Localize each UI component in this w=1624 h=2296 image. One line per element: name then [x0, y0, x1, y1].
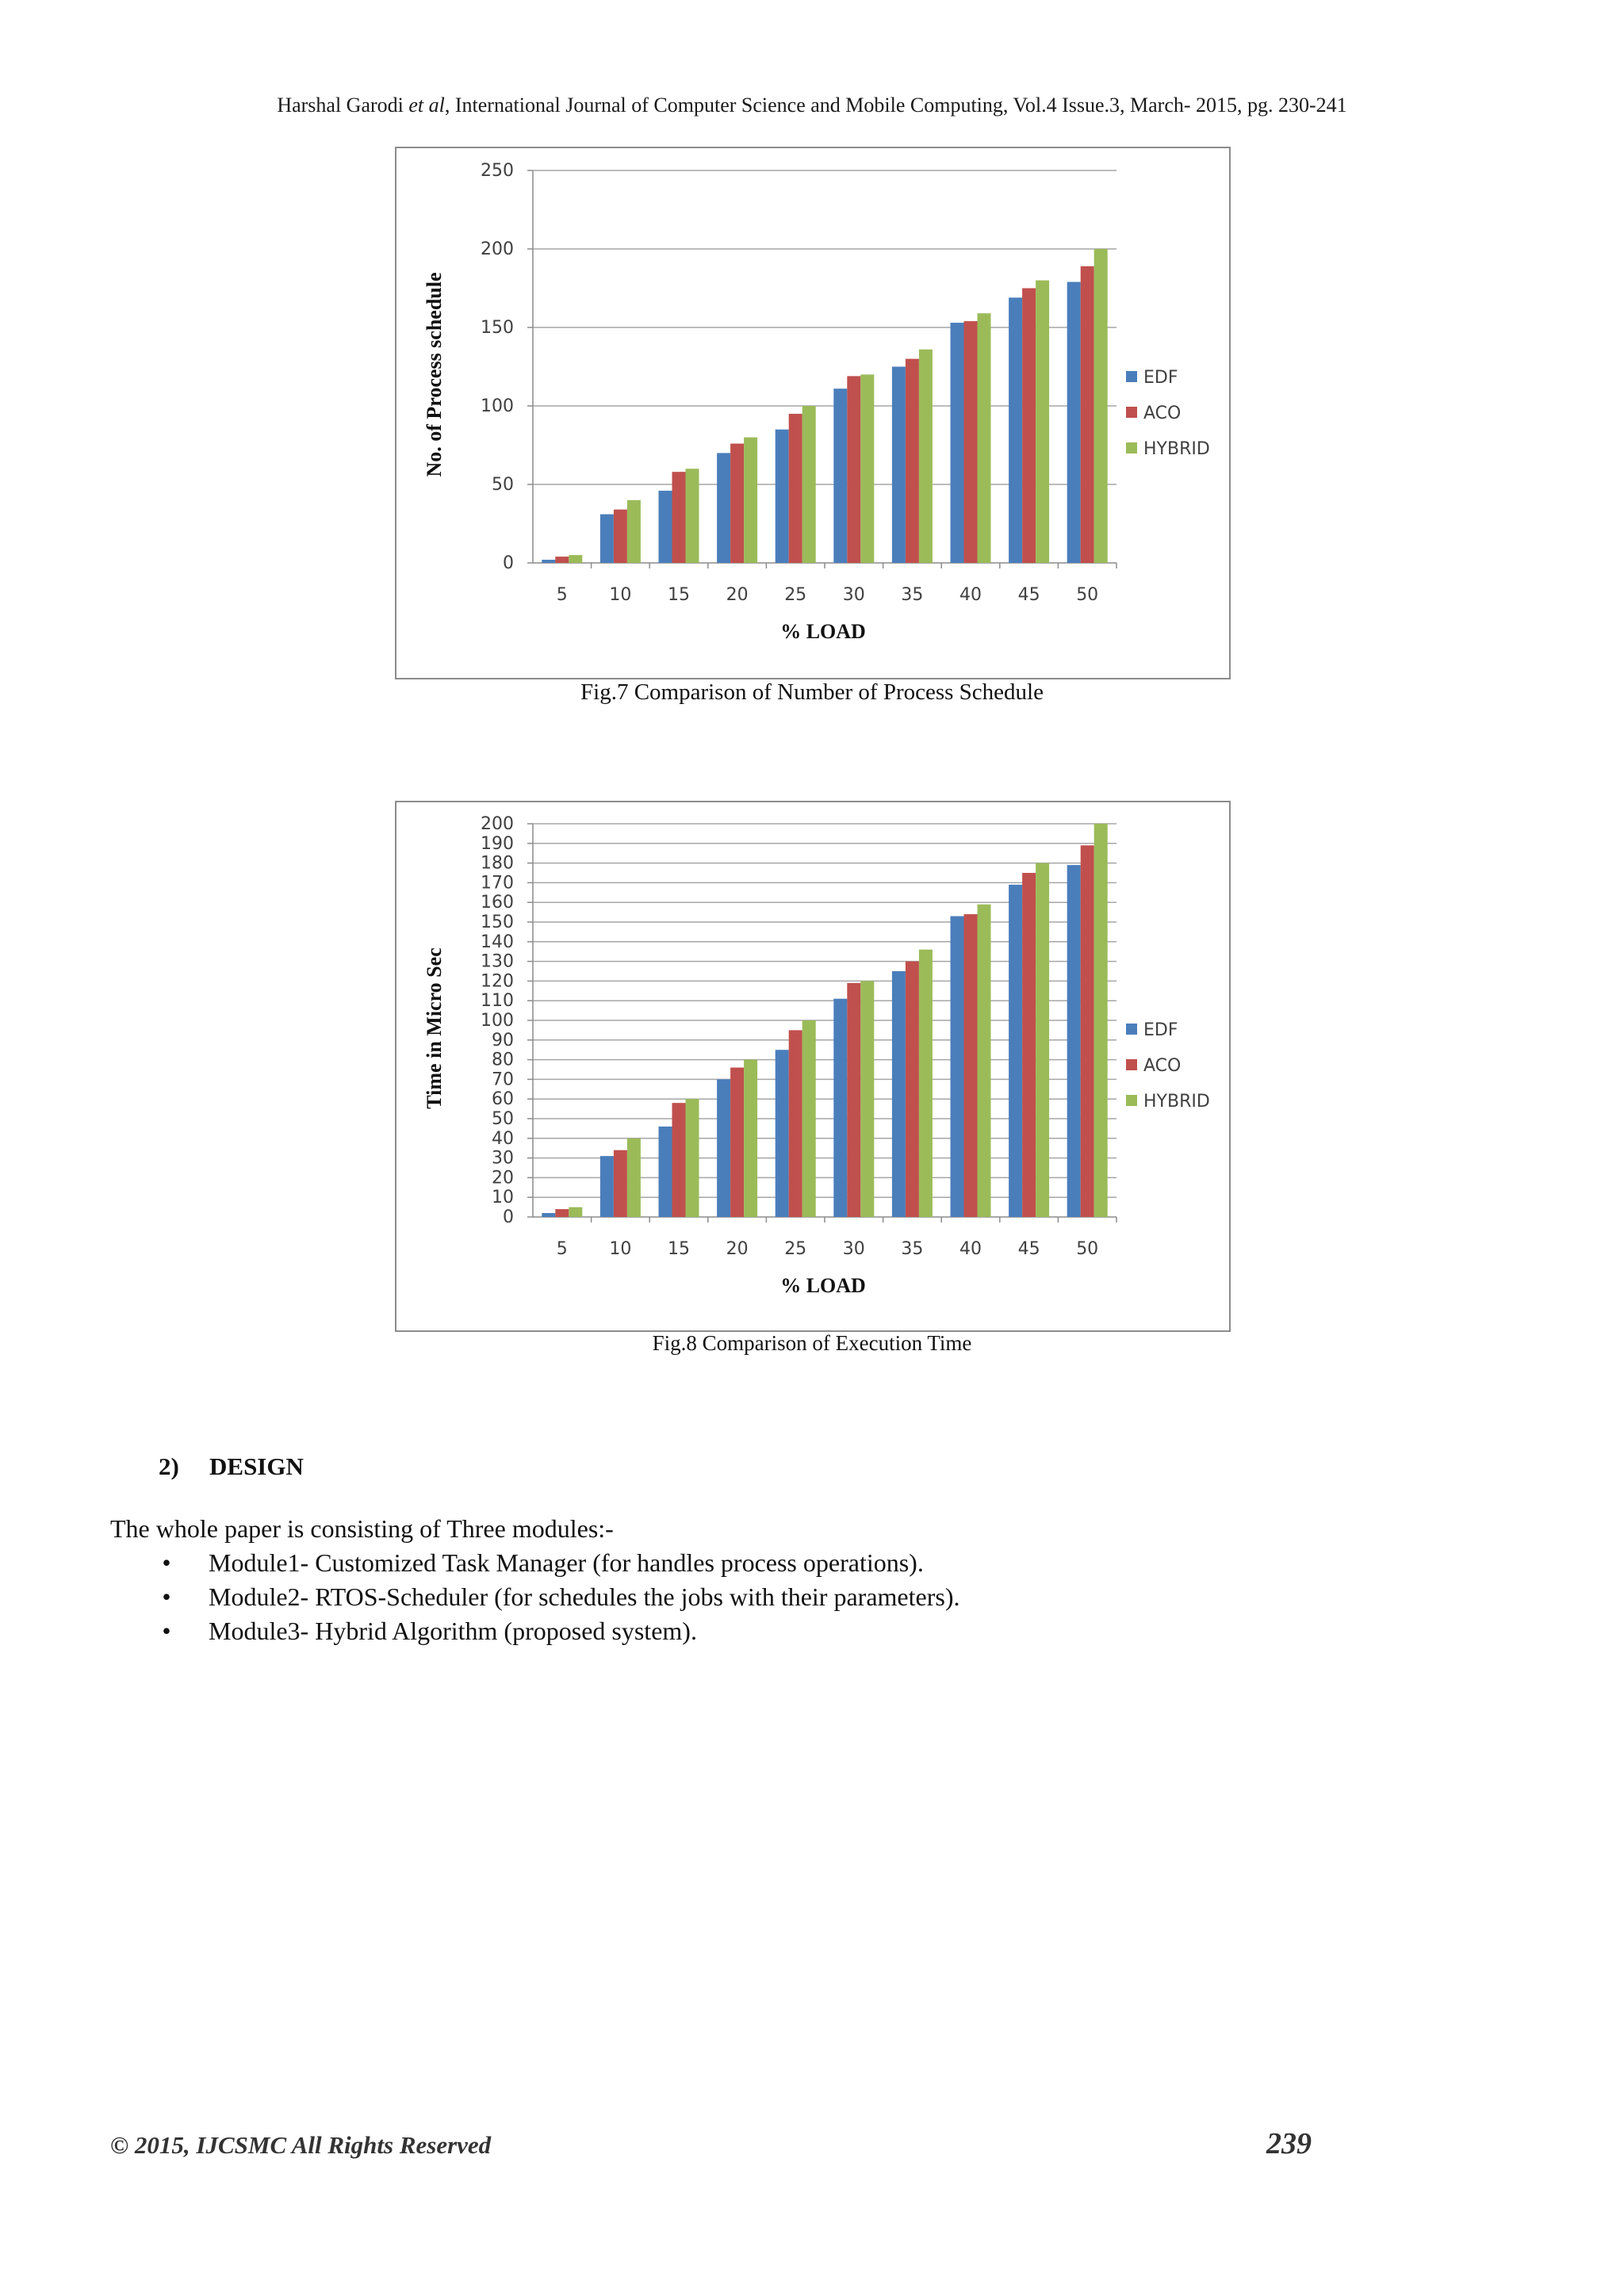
y-tick-label: 250	[481, 161, 514, 181]
bar	[847, 983, 860, 1217]
figure-7-caption: Fig.7 Comparison of Number of Process Schedule	[580, 679, 1044, 705]
bar	[542, 1213, 555, 1217]
legend-swatch	[1126, 407, 1137, 418]
bar	[744, 438, 757, 563]
y-tick-label: 20	[492, 1168, 514, 1188]
bar	[860, 374, 874, 563]
y-tick-label: 150	[481, 913, 514, 932]
bar	[1009, 885, 1022, 1217]
x-tick-label: 10	[609, 585, 632, 605]
bar	[964, 914, 978, 1217]
y-tick-label: 0	[503, 1207, 514, 1227]
bar	[627, 1138, 641, 1217]
section-title: DESIGN	[209, 1452, 304, 1480]
bar	[659, 1127, 672, 1217]
legend	[1126, 368, 1210, 459]
bar	[686, 469, 699, 563]
bullet-icon: •	[162, 1617, 171, 1645]
legend-label: EDF	[1143, 368, 1178, 388]
x-tick-label: 35	[901, 585, 924, 605]
bar	[906, 962, 919, 1217]
legend-swatch	[1126, 442, 1137, 453]
bar	[600, 515, 614, 563]
list-item-text: Module2- RTOS-Scheduler (for schedules the jobs with their parameters).	[209, 1582, 960, 1611]
y-axis-title: Time in Micro Sec	[423, 947, 446, 1109]
bar	[860, 981, 874, 1217]
x-tick-label: 25	[784, 585, 807, 605]
figure-8-caption: Fig.8 Comparison of Execution Time	[652, 1331, 972, 1355]
bar	[802, 1020, 816, 1217]
y-tick-label: 90	[492, 1030, 514, 1050]
bar	[730, 444, 744, 563]
legend-label: HYBRID	[1143, 439, 1210, 459]
legend	[1126, 1020, 1210, 1112]
bar	[569, 1207, 582, 1217]
x-tick-label: 25	[784, 1239, 807, 1259]
bar	[717, 453, 730, 563]
body-intro: The whole paper is consisting of Three modules:-	[110, 1514, 614, 1543]
x-axis-title: % LOAD	[780, 1274, 866, 1297]
bar	[776, 430, 789, 563]
list-item-text: Module1- Customized Task Manager (for handles process operations).	[209, 1548, 924, 1577]
bar	[627, 500, 641, 563]
legend-label: ACO	[1143, 1056, 1182, 1076]
x-tick-label: 40	[959, 585, 982, 605]
bar	[1022, 873, 1036, 1217]
y-tick-label: 100	[481, 1011, 514, 1031]
x-axis-title: % LOAD	[780, 620, 866, 643]
bar	[1081, 266, 1094, 563]
bar	[569, 555, 582, 563]
y-tick-label: 40	[492, 1128, 514, 1149]
module-list	[159, 1546, 959, 1648]
bar	[1081, 845, 1094, 1217]
y-tick-label: 200	[481, 814, 514, 834]
y-tick-label: 130	[481, 951, 514, 972]
y-tick-label: 0	[503, 553, 514, 573]
bar	[951, 916, 964, 1217]
legend-label: HYBRID	[1143, 1092, 1210, 1112]
x-tick-label: 15	[668, 1239, 690, 1259]
bar	[1067, 865, 1081, 1217]
bar	[964, 321, 978, 563]
chart-process-schedule	[396, 148, 1229, 678]
x-tick-label: 45	[1017, 1239, 1040, 1259]
y-tick-label: 200	[481, 239, 514, 259]
x-tick-label: 20	[726, 1239, 749, 1259]
bar	[659, 491, 672, 563]
bar	[847, 376, 860, 563]
bar	[1094, 249, 1108, 563]
bar	[672, 472, 686, 563]
bar	[776, 1050, 789, 1217]
bar	[789, 1030, 802, 1217]
x-tick-label: 50	[1076, 585, 1099, 605]
bullet-icon: •	[162, 1582, 171, 1611]
bar	[789, 414, 802, 563]
y-tick-label: 80	[492, 1050, 514, 1070]
bar	[1036, 281, 1049, 563]
legend-label: ACO	[1143, 404, 1182, 423]
header-author: Harshal Garodi	[277, 94, 404, 117]
y-tick-label: 170	[481, 873, 514, 894]
bar	[1022, 289, 1036, 564]
x-tick-label: 30	[842, 1239, 865, 1259]
bar	[802, 406, 816, 563]
bar	[730, 1068, 744, 1217]
x-tick-label: 35	[901, 1239, 924, 1259]
page-number: 239	[1266, 2127, 1312, 2160]
x-tick-label: 20	[726, 585, 749, 605]
y-tick-label: 160	[481, 893, 514, 913]
y-axis-title: No. of Process schedule	[423, 272, 446, 477]
header-citation: , International Journal of Computer Science and Mobile Computing, Vol.4 Issue.3, March- 2015, pg. 230-241	[444, 94, 1347, 117]
legend-swatch	[1126, 1059, 1137, 1070]
running-header	[0, 94, 1624, 117]
x-tick-label: 40	[959, 1239, 982, 1259]
x-tick-label: 50	[1076, 1239, 1099, 1259]
bar	[542, 560, 555, 563]
y-tick-label: 150	[481, 318, 514, 338]
copyright-notice: © 2015, IJCSMC All Rights Reserved	[110, 2131, 492, 2159]
bar	[978, 905, 991, 1217]
figure-7	[395, 147, 1231, 679]
section-number: 2)	[159, 1452, 179, 1480]
x-tick-label: 45	[1017, 585, 1040, 605]
bar	[833, 388, 847, 563]
list-item	[159, 1546, 959, 1580]
y-tick-label: 120	[481, 971, 514, 992]
y-tick-label: 10	[492, 1188, 514, 1208]
y-tick-label: 140	[481, 932, 514, 952]
bar	[555, 1209, 569, 1217]
y-tick-label: 50	[492, 475, 514, 495]
bar	[951, 323, 964, 563]
bar	[892, 971, 906, 1217]
bar	[1067, 282, 1081, 563]
section-heading	[159, 1452, 304, 1481]
y-tick-label: 100	[481, 396, 514, 416]
y-tick-label: 190	[481, 833, 514, 854]
bullet-icon: •	[162, 1548, 171, 1577]
bar	[717, 1079, 730, 1217]
figure-8	[395, 801, 1231, 1332]
list-item	[159, 1614, 959, 1648]
bar	[614, 510, 627, 563]
bar	[978, 313, 991, 563]
x-tick-label: 5	[556, 585, 568, 605]
y-tick-label: 30	[492, 1148, 514, 1169]
bar	[892, 367, 906, 564]
chart-execution-time	[396, 802, 1229, 1330]
y-tick-label: 60	[492, 1089, 514, 1110]
bar	[1036, 863, 1049, 1217]
legend-swatch	[1126, 1024, 1137, 1035]
bar	[744, 1060, 757, 1217]
list-item-text: Module3- Hybrid Algorithm (proposed system).	[209, 1617, 697, 1645]
bar	[600, 1156, 614, 1217]
bar	[686, 1099, 699, 1217]
y-tick-label: 50	[492, 1109, 514, 1129]
bar	[1009, 297, 1022, 563]
bar	[906, 359, 919, 563]
x-tick-label: 10	[609, 1239, 632, 1259]
bar	[555, 557, 569, 563]
bar	[614, 1150, 627, 1217]
x-tick-label: 15	[668, 585, 690, 605]
y-tick-label: 180	[481, 853, 514, 874]
bar	[919, 350, 933, 563]
bar	[1094, 824, 1108, 1217]
list-item	[159, 1580, 959, 1614]
header-etal: et al	[408, 94, 445, 117]
y-tick-label: 70	[492, 1070, 514, 1090]
bar	[833, 999, 847, 1217]
y-tick-label: 110	[481, 991, 514, 1012]
bar	[672, 1103, 686, 1217]
x-tick-label: 5	[556, 1239, 568, 1259]
bar	[919, 950, 933, 1217]
legend-label: EDF	[1143, 1020, 1178, 1040]
legend-swatch	[1126, 1095, 1137, 1106]
x-tick-label: 30	[842, 585, 865, 605]
legend-swatch	[1126, 371, 1137, 382]
